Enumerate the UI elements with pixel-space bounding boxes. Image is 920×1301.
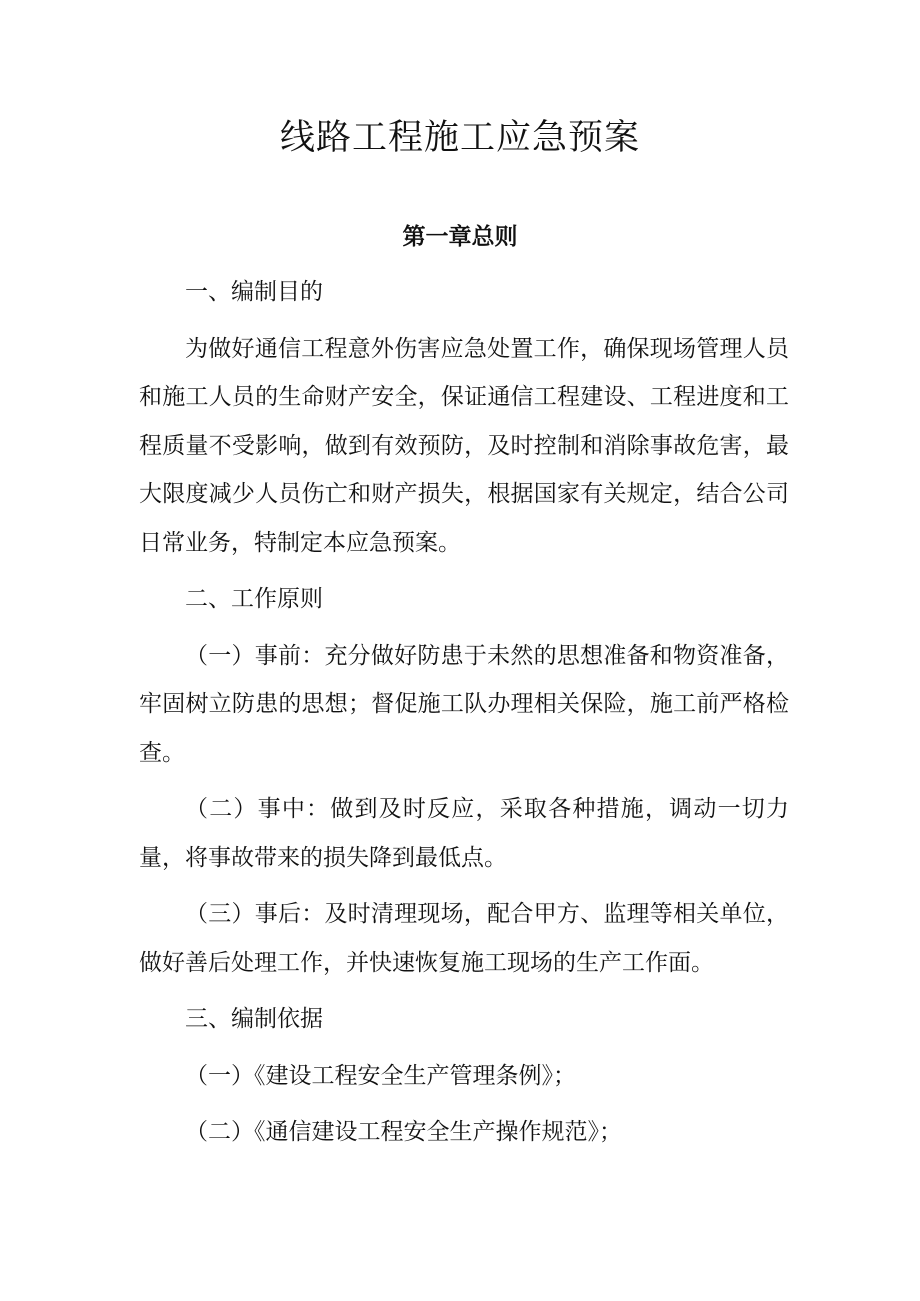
paragraph-basis-1: （一）《建设工程安全生产管理条例》； (185, 1062, 576, 1089)
paragraph-principle-before: （一）事前：充分做好防患于未然的思想准备和物资准备，牢固树立防患的思想；督促施工队办理相关保险，施工前严格检查。 (139, 642, 789, 766)
paragraph-purpose: 为做好通信工程意外伤害应急处置工作，确保现场管理人员和施工人员的生命财产安全，保证通信工程建设、工程进度和工程质量不受影响，做到有效预防，及时控制和消除事故危害，最大限度减少人员伤亡和财产损失，根据国家有关规定，结合公司日常业务，特制定本应急预案。 (139, 335, 789, 556)
chapter-heading: 第一章总则 (402, 223, 518, 250)
paragraph-basis-2: （二）《通信建设工程安全生产操作规范》； (185, 1119, 622, 1145)
document-title: 线路工程施工应急预案 (279, 118, 640, 158)
document-body (139, 268, 789, 1157)
paragraph-principle-during: （二）事中：做到及时反应，采取各种措施，调动一切力量，将事故带来的损失降到最低点。 (139, 796, 789, 871)
section-heading-principles: 二、工作原则 (185, 586, 323, 612)
section-heading-basis: 三、编制依据 (185, 1006, 323, 1032)
paragraph-principle-after: （三）事后：及时清理现场，配合甲方、监理等相关单位，做好善后处理工作，并快速恢复施工现场的生产工作面。 (139, 901, 789, 976)
section-heading-purpose: 一、编制目的 (185, 279, 323, 305)
